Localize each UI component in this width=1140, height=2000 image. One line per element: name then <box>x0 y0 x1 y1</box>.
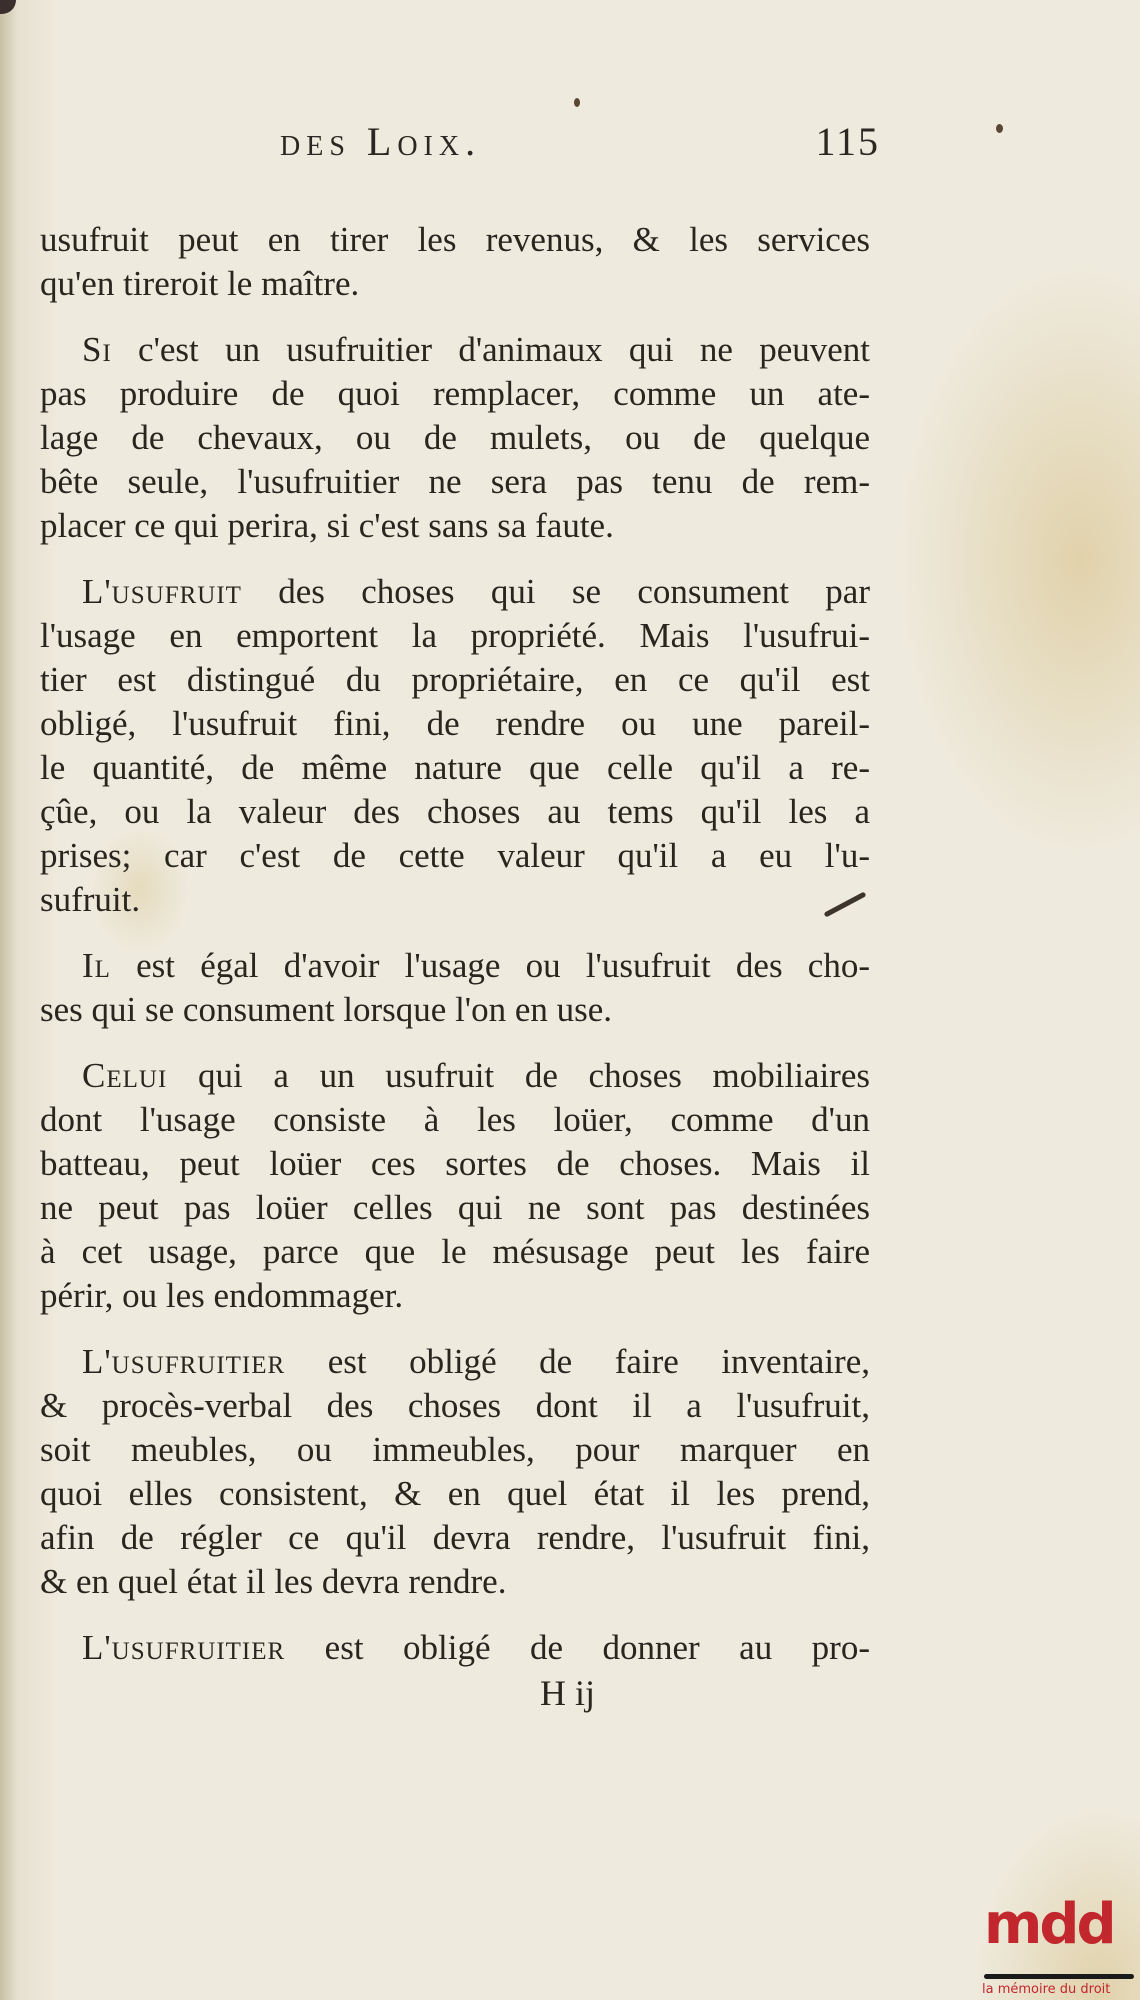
text-line: & en quel état il les devra rendre. <box>40 1562 507 1601</box>
text-line: Si c'est un usufruitier d'animaux qui ne peuvent <box>82 330 870 369</box>
page-number: 115 <box>815 119 880 164</box>
paragraph <box>40 1626 870 1670</box>
body-text <box>40 218 870 1692</box>
text-line: l'usage en emportent la propriété. Mais l'usufrui- <box>40 616 870 655</box>
text-line: quoi elles consistent, & en quel état il les prend, <box>40 1474 870 1513</box>
text-line: L'usufruit des choses qui se consument par <box>82 572 870 611</box>
text-line: ses qui se consument lorsque l'on en use. <box>40 990 613 1029</box>
paragraph-lead: Il <box>82 946 111 985</box>
mdd-logo <box>978 1890 1140 2000</box>
paper-speck <box>996 124 1003 133</box>
paragraph-lead: L'usufruit <box>82 572 242 611</box>
binding-shadow <box>0 0 16 14</box>
paragraph <box>40 1054 870 1318</box>
text-line: prises; car c'est de cette valeur qu'il a eu l'u- <box>40 836 870 875</box>
text-line: obligé, l'usufruit fini, de rendre ou une pareil- <box>40 704 870 743</box>
paragraph-lead: Celui <box>82 1056 168 1095</box>
signature-mark: H ij <box>540 1673 596 1713</box>
text-line: usufruit peut en tirer les revenus, & les services <box>40 220 870 259</box>
paper-speck <box>574 98 580 107</box>
paragraph <box>40 570 870 922</box>
paragraph-lead: L'usufruitier <box>82 1628 286 1667</box>
text-line: périr, ou les endommager. <box>40 1276 404 1315</box>
paragraph <box>40 328 870 548</box>
text-line: bête seule, l'usufruitier ne sera pas tenu de rem- <box>40 462 870 501</box>
text-line: Celui qui a un usufruit de choses mobiliaires <box>82 1056 870 1095</box>
paragraph-lead: L'usufruitier <box>82 1342 286 1381</box>
logo-divider <box>984 1974 1134 1979</box>
logo-mark: mdd <box>984 1892 1114 1957</box>
text-line: soit meubles, ou immeubles, pour marquer en <box>40 1430 870 1469</box>
paragraph <box>40 1340 870 1604</box>
text-line: qu'en tireroit le maître. <box>40 264 360 303</box>
text-line: dont l'usage consiste à les loüer, comme d'un <box>40 1100 870 1139</box>
text-line: çûe, ou la valeur des choses au tems qu'il les a <box>40 792 870 831</box>
text-line: sufruit. <box>40 880 141 919</box>
text-line: placer ce qui perira, si c'est sans sa faute. <box>40 506 614 545</box>
text-line: pas produire de quoi remplacer, comme un ate- <box>40 374 870 413</box>
text-line: L'usufruitier est obligé de faire inventaire, <box>82 1342 870 1381</box>
running-head <box>280 118 880 178</box>
text-line: à cet usage, parce que le mésusage peut les faire <box>40 1232 870 1271</box>
running-title: des Loix. <box>280 119 482 164</box>
text-line: tier est distingué du propriétaire, en ce qu'il est <box>40 660 870 699</box>
text-line: afin de régler ce qu'il devra rendre, l'usufruit fini, <box>40 1518 870 1557</box>
paragraph <box>40 944 870 1032</box>
text-line: L'usufruitier est obligé de donner au pro- <box>82 1628 870 1667</box>
text-line: batteau, peut loüer ces sortes de choses. Mais il <box>40 1144 870 1183</box>
text-line: lage de chevaux, ou de mulets, ou de quelque <box>40 418 870 457</box>
text-line: Il est égal d'avoir l'usage ou l'usufruit des cho- <box>82 946 870 985</box>
paragraph-lead: Si <box>82 330 112 369</box>
text-line: & procès-verbal des choses dont il a l'usufruit, <box>40 1386 870 1425</box>
text-line: ne peut pas loüer celles qui ne sont pas destinées <box>40 1188 870 1227</box>
paragraph <box>40 218 870 306</box>
logo-tagline: la mémoire du droit <box>982 1982 1111 1997</box>
text-line: le quantité, de même nature que celle qu'il a re- <box>40 748 870 787</box>
